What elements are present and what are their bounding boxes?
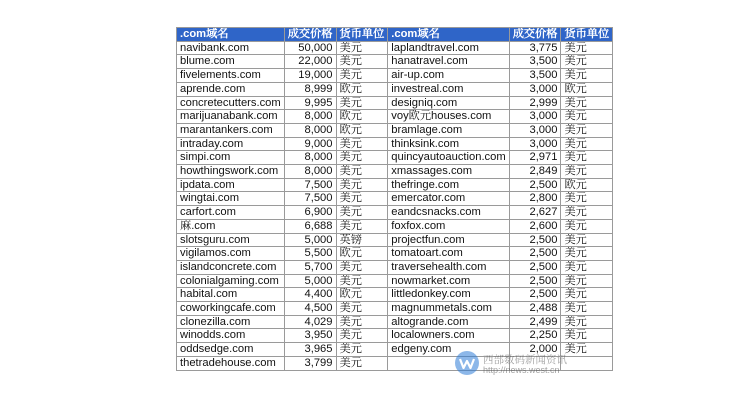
price-cell: 2,849 bbox=[509, 165, 561, 179]
table-row bbox=[177, 329, 613, 343]
price-cell: 2,488 bbox=[509, 302, 561, 316]
currency-cell: 美元 bbox=[561, 329, 613, 343]
price-cell: 3,500 bbox=[509, 69, 561, 83]
domain-cell: designiq.com bbox=[388, 96, 509, 110]
currency-cell: 美元 bbox=[336, 315, 388, 329]
currency-cell: 欧元 bbox=[336, 247, 388, 261]
header-currency-left: 货币单位 bbox=[336, 28, 388, 42]
domain-cell: hanatravel.com bbox=[388, 55, 509, 69]
domain-cell: investreal.com bbox=[388, 82, 509, 96]
price-cell: 2,500 bbox=[509, 288, 561, 302]
domain-cell: bramlage.com bbox=[388, 123, 509, 137]
currency-cell: 美元 bbox=[561, 260, 613, 274]
domain-cell: ipdata.com bbox=[177, 178, 285, 192]
price-cell: 3,000 bbox=[509, 123, 561, 137]
header-price-right: 成交价格 bbox=[509, 28, 561, 42]
price-cell: 9,000 bbox=[284, 137, 336, 151]
currency-cell: 欧元 bbox=[561, 178, 613, 192]
domain-cell: magnummetals.com bbox=[388, 302, 509, 316]
domain-cell: eandcsnacks.com bbox=[388, 206, 509, 220]
domain-cell: coworkingcafe.com bbox=[177, 302, 285, 316]
currency-cell: 美元 bbox=[561, 247, 613, 261]
price-cell: 4,400 bbox=[284, 288, 336, 302]
table-row bbox=[177, 302, 613, 316]
domain-cell: tomatoart.com bbox=[388, 247, 509, 261]
currency-cell: 美元 bbox=[336, 151, 388, 165]
domain-cell: thefringe.com bbox=[388, 178, 509, 192]
currency-cell: 美元 bbox=[336, 343, 388, 357]
price-cell: 2,500 bbox=[509, 178, 561, 192]
table-row bbox=[177, 233, 613, 247]
domain-cell: thetradehouse.com bbox=[177, 356, 285, 370]
currency-cell: 欧元 bbox=[561, 82, 613, 96]
domain-cell: fivelements.com bbox=[177, 69, 285, 83]
table-row bbox=[177, 41, 613, 55]
currency-cell: 美元 bbox=[561, 137, 613, 151]
domain-cell: concretecutters.com bbox=[177, 96, 285, 110]
domain-cell: quincyautoauction.com bbox=[388, 151, 509, 165]
table-row bbox=[177, 96, 613, 110]
domain-cell: carfort.com bbox=[177, 206, 285, 220]
table-row bbox=[177, 82, 613, 96]
table-body bbox=[177, 41, 613, 370]
domain-cell: littledonkey.com bbox=[388, 288, 509, 302]
domain-cell: air-up.com bbox=[388, 69, 509, 83]
currency-cell: 美元 bbox=[336, 178, 388, 192]
currency-cell: 美元 bbox=[561, 55, 613, 69]
domain-cell: marantankers.com bbox=[177, 123, 285, 137]
price-cell: 9,995 bbox=[284, 96, 336, 110]
currency-cell: 美元 bbox=[336, 96, 388, 110]
price-cell: 8,000 bbox=[284, 165, 336, 179]
currency-cell: 美元 bbox=[561, 96, 613, 110]
domain-cell: simpi.com bbox=[177, 151, 285, 165]
price-cell: 22,000 bbox=[284, 55, 336, 69]
currency-cell: 欧元 bbox=[336, 123, 388, 137]
currency-cell: 美元 bbox=[336, 165, 388, 179]
domain-cell: laplandtravel.com bbox=[388, 41, 509, 55]
currency-cell: 欧元 bbox=[336, 288, 388, 302]
price-cell: 3,000 bbox=[509, 110, 561, 124]
price-cell: 3,000 bbox=[509, 82, 561, 96]
price-cell: 8,000 bbox=[284, 151, 336, 165]
currency-cell: 美元 bbox=[561, 315, 613, 329]
domain-cell: nowmarket.com bbox=[388, 274, 509, 288]
domain-cell: thinksink.com bbox=[388, 137, 509, 151]
currency-cell: 美元 bbox=[336, 219, 388, 233]
west-logo-icon bbox=[455, 351, 479, 375]
header-price-left: 成交价格 bbox=[284, 28, 336, 42]
price-cell: 3,799 bbox=[284, 356, 336, 370]
price-cell: 3,500 bbox=[509, 55, 561, 69]
domain-cell: colonialgaming.com bbox=[177, 274, 285, 288]
price-cell: 2,500 bbox=[509, 274, 561, 288]
table-row bbox=[177, 288, 613, 302]
table-row bbox=[177, 137, 613, 151]
currency-cell: 美元 bbox=[561, 206, 613, 220]
currency-cell: 美元 bbox=[336, 55, 388, 69]
table-row bbox=[177, 69, 613, 83]
domain-cell: winodds.com bbox=[177, 329, 285, 343]
header-domain-right: .com域名 bbox=[388, 28, 509, 42]
currency-cell: 美元 bbox=[561, 302, 613, 316]
domain-cell: navibank.com bbox=[177, 41, 285, 55]
price-cell: 5,500 bbox=[284, 247, 336, 261]
price-cell: 2,500 bbox=[509, 260, 561, 274]
price-cell: 5,000 bbox=[284, 274, 336, 288]
table-row bbox=[177, 165, 613, 179]
currency-cell: 美元 bbox=[336, 302, 388, 316]
domain-cell: blume.com bbox=[177, 55, 285, 69]
domain-cell: foxfox.com bbox=[388, 219, 509, 233]
currency-cell: 美元 bbox=[561, 219, 613, 233]
price-cell: 2,500 bbox=[509, 233, 561, 247]
price-cell: 3,775 bbox=[509, 41, 561, 55]
domain-cell: oddsedge.com bbox=[177, 343, 285, 357]
price-cell: 2,999 bbox=[509, 96, 561, 110]
price-cell: 7,500 bbox=[284, 192, 336, 206]
currency-cell: 英镑 bbox=[336, 233, 388, 247]
domain-cell: edgeny.com bbox=[388, 343, 509, 357]
domain-price-table bbox=[176, 27, 613, 371]
currency-cell: 美元 bbox=[561, 343, 613, 357]
domain-cell: aprende.com bbox=[177, 82, 285, 96]
domain-cell: habital.com bbox=[177, 288, 285, 302]
watermark-title: 西部数码新闻资讯 bbox=[483, 354, 567, 366]
watermark-url: http://news.west.cn bbox=[483, 365, 560, 375]
table-row bbox=[177, 315, 613, 329]
domain-cell: 麻.com bbox=[177, 219, 285, 233]
domain-cell: intraday.com bbox=[177, 137, 285, 151]
currency-cell: 欧元 bbox=[336, 82, 388, 96]
price-cell: 8,999 bbox=[284, 82, 336, 96]
price-cell: 2,800 bbox=[509, 192, 561, 206]
price-cell: 4,029 bbox=[284, 315, 336, 329]
currency-cell: 美元 bbox=[561, 110, 613, 124]
table-row bbox=[177, 55, 613, 69]
currency-cell: 美元 bbox=[336, 137, 388, 151]
currency-cell: 美元 bbox=[336, 274, 388, 288]
domain-cell: xmassages.com bbox=[388, 165, 509, 179]
table-row bbox=[177, 206, 613, 220]
table-row bbox=[177, 110, 613, 124]
domain-cell: marijuanabank.com bbox=[177, 110, 285, 124]
currency-cell: 美元 bbox=[336, 329, 388, 343]
table-row bbox=[177, 260, 613, 274]
price-cell: 6,688 bbox=[284, 219, 336, 233]
domain-cell: islandconcrete.com bbox=[177, 260, 285, 274]
currency-cell: 美元 bbox=[336, 260, 388, 274]
currency-cell: 美元 bbox=[561, 274, 613, 288]
domain-cell: localowners.com bbox=[388, 329, 509, 343]
currency-cell: 美元 bbox=[561, 233, 613, 247]
table-row bbox=[177, 123, 613, 137]
table-row bbox=[177, 247, 613, 261]
domain-cell: vigilamos.com bbox=[177, 247, 285, 261]
currency-cell: 美元 bbox=[336, 41, 388, 55]
table-row bbox=[177, 274, 613, 288]
price-cell: 2,250 bbox=[509, 329, 561, 343]
price-cell: 2,499 bbox=[509, 315, 561, 329]
price-cell: 2,971 bbox=[509, 151, 561, 165]
currency-cell: 美元 bbox=[561, 288, 613, 302]
domain-cell: wingtai.com bbox=[177, 192, 285, 206]
domain-cell: emercator.com bbox=[388, 192, 509, 206]
price-cell: 2,600 bbox=[509, 219, 561, 233]
domain-cell: slotsguru.com bbox=[177, 233, 285, 247]
domain-cell: projectfun.com bbox=[388, 233, 509, 247]
domain-cell: traversehealth.com bbox=[388, 260, 509, 274]
currency-cell: 美元 bbox=[561, 123, 613, 137]
price-cell: 2,000 bbox=[509, 343, 561, 357]
domain-cell: howthingswork.com bbox=[177, 165, 285, 179]
currency-cell: 美元 bbox=[561, 151, 613, 165]
currency-cell: 美元 bbox=[561, 41, 613, 55]
price-cell: 19,000 bbox=[284, 69, 336, 83]
domain-cell: clonezilla.com bbox=[177, 315, 285, 329]
table-row bbox=[177, 178, 613, 192]
price-cell: 2,627 bbox=[509, 206, 561, 220]
price-cell: 2,500 bbox=[509, 247, 561, 261]
table-row bbox=[177, 219, 613, 233]
price-cell: 5,000 bbox=[284, 233, 336, 247]
table-row bbox=[177, 151, 613, 165]
currency-cell: 美元 bbox=[561, 192, 613, 206]
currency-cell: 美元 bbox=[561, 165, 613, 179]
watermark bbox=[455, 351, 575, 377]
price-cell: 7,500 bbox=[284, 178, 336, 192]
price-cell: 3,950 bbox=[284, 329, 336, 343]
price-cell: 3,000 bbox=[509, 137, 561, 151]
currency-cell: 美元 bbox=[561, 69, 613, 83]
domain-cell: voy欧元houses.com bbox=[388, 110, 509, 124]
price-cell: 6,900 bbox=[284, 206, 336, 220]
currency-cell: 美元 bbox=[336, 356, 388, 370]
currency-cell: 欧元 bbox=[336, 110, 388, 124]
currency-cell: 美元 bbox=[336, 69, 388, 83]
domain-cell: altogrande.com bbox=[388, 315, 509, 329]
price-cell: 5,700 bbox=[284, 260, 336, 274]
table-row bbox=[177, 192, 613, 206]
currency-cell: 美元 bbox=[336, 206, 388, 220]
price-cell: 3,965 bbox=[284, 343, 336, 357]
price-cell: 4,500 bbox=[284, 302, 336, 316]
header-row bbox=[177, 28, 613, 42]
header-currency-right: 货币单位 bbox=[561, 28, 613, 42]
price-cell: 8,000 bbox=[284, 110, 336, 124]
header-domain-left: .com域名 bbox=[177, 28, 285, 42]
price-cell: 8,000 bbox=[284, 123, 336, 137]
currency-cell: 美元 bbox=[336, 192, 388, 206]
price-cell: 50,000 bbox=[284, 41, 336, 55]
